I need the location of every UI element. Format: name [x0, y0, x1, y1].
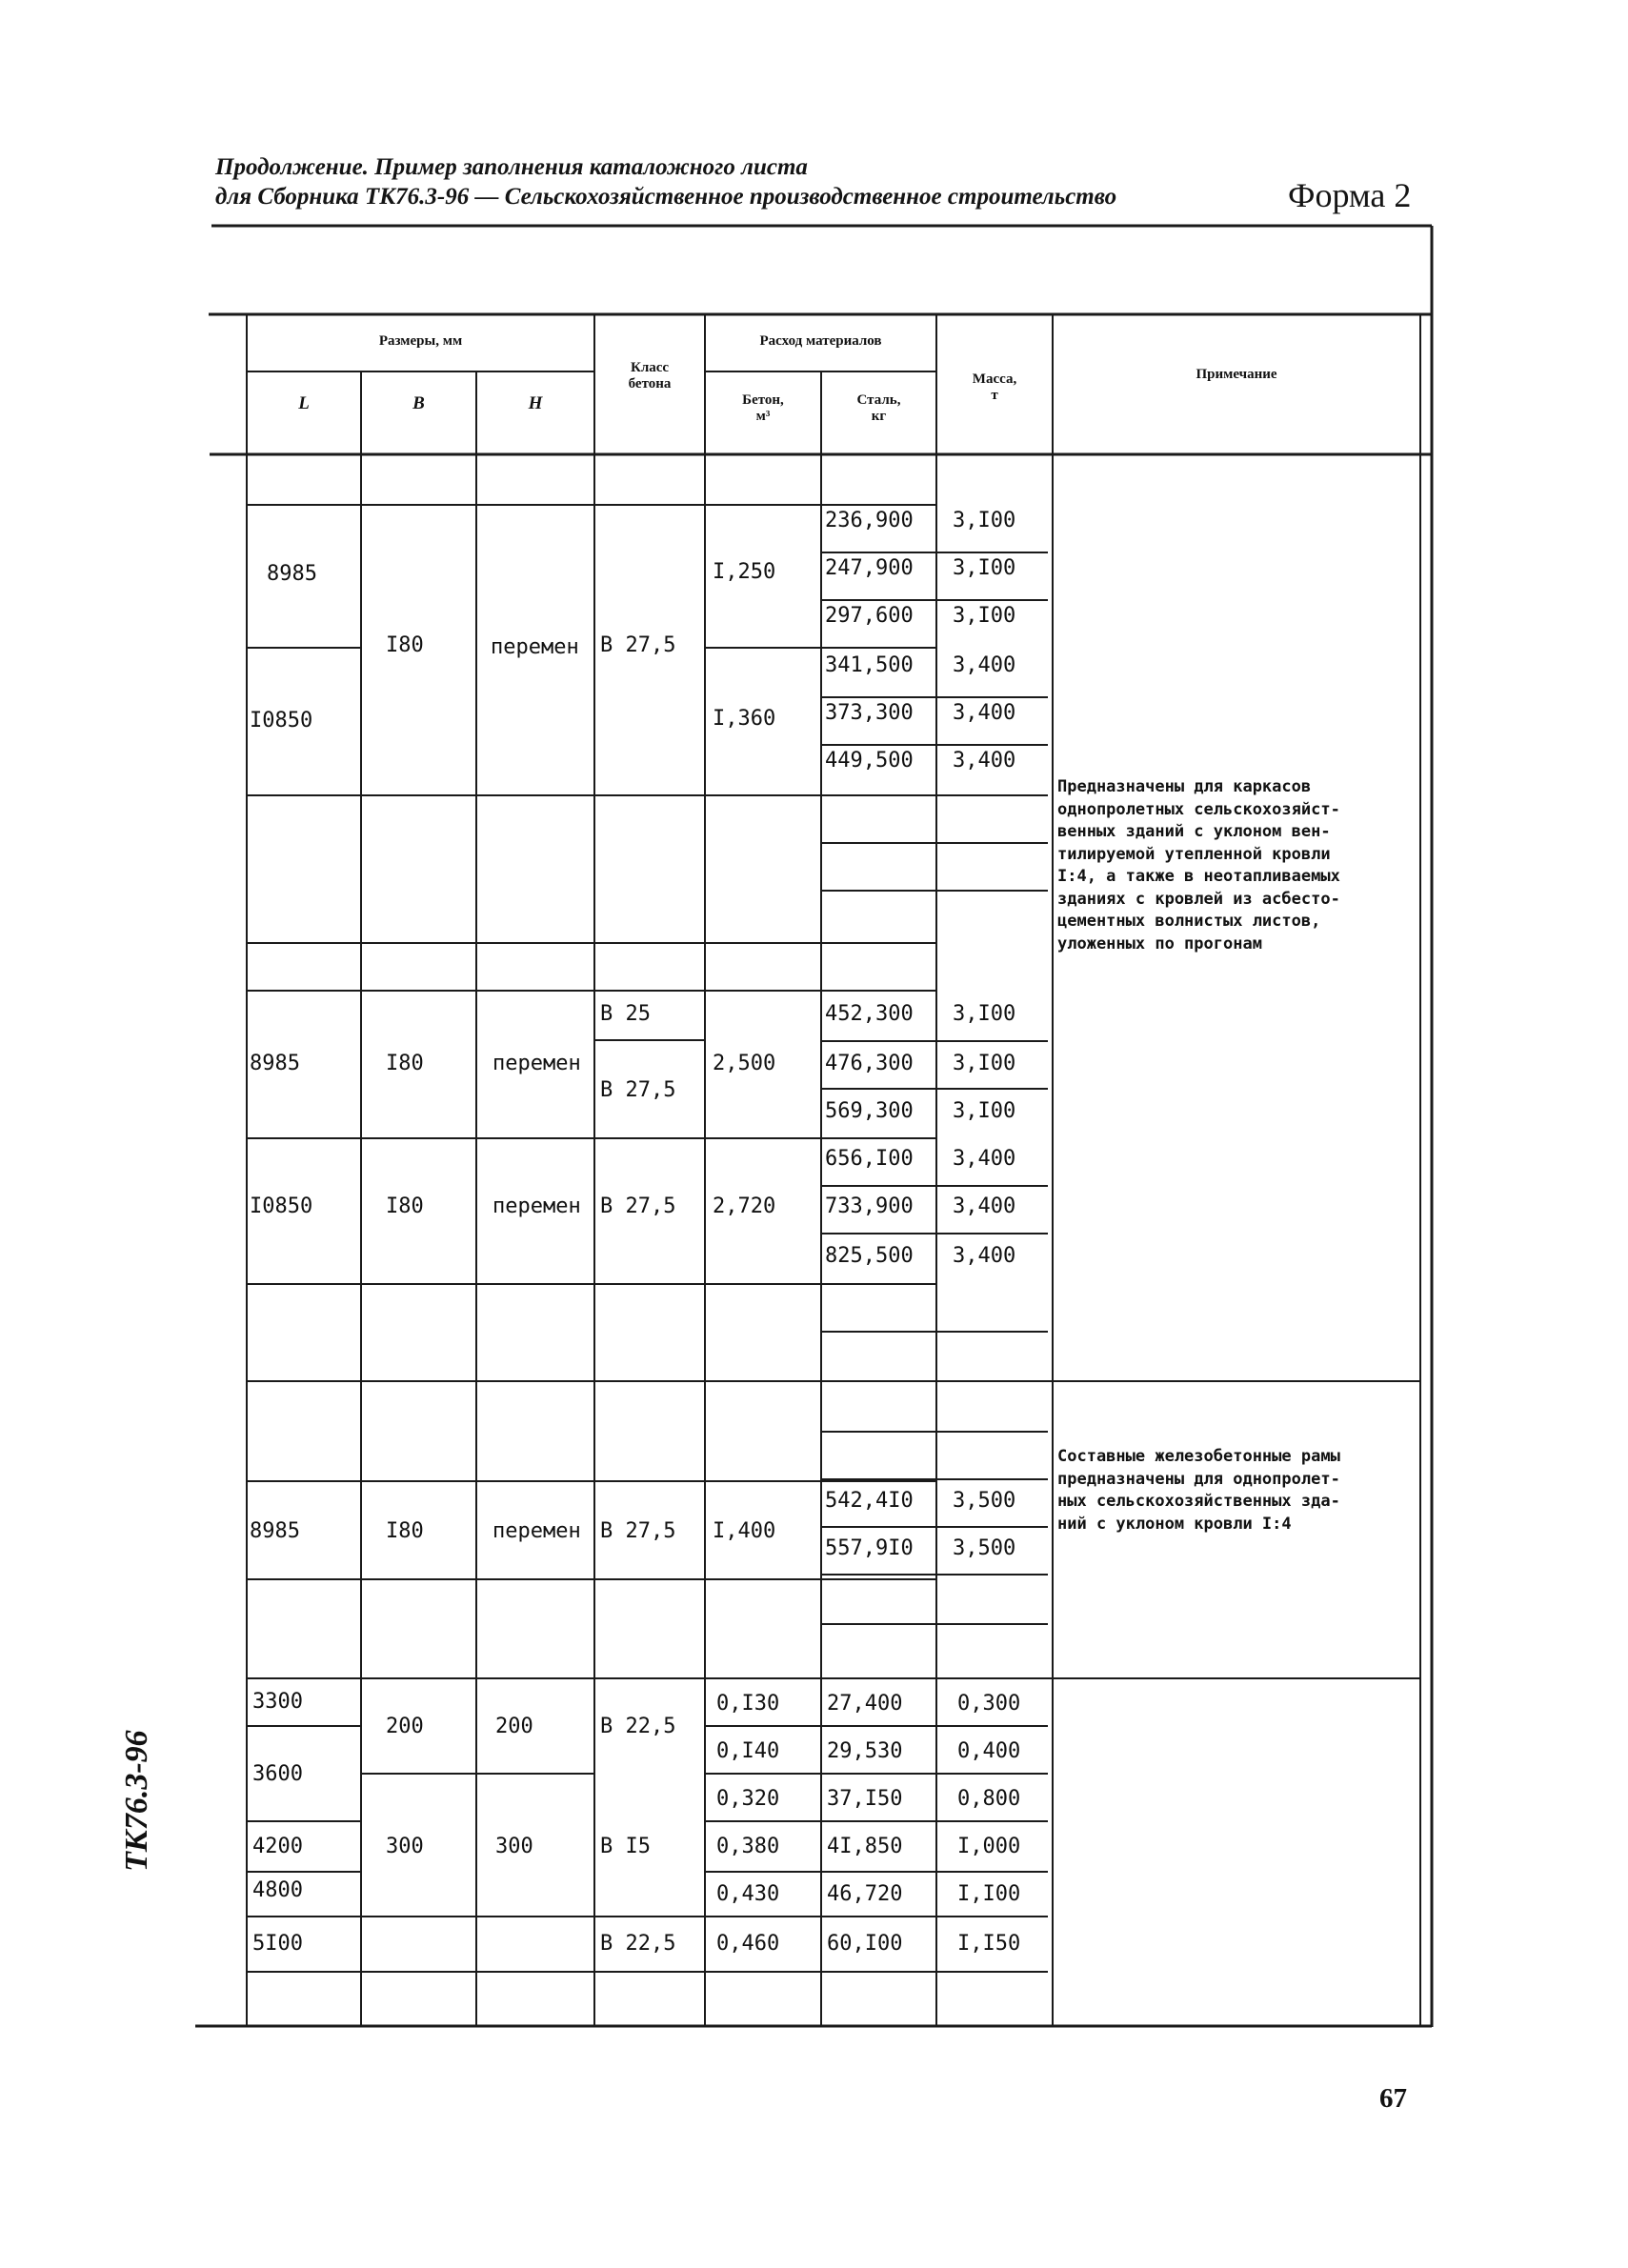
header-concrete-class	[594, 360, 705, 392]
cell-concrete-volume: 0,380	[716, 1835, 780, 1858]
cell-concrete-class: В 25	[600, 1002, 651, 1026]
cell-mass: 3,400	[953, 653, 1016, 677]
cell-mass: 3,500	[953, 1489, 1016, 1513]
cell-L: 3300	[252, 1690, 303, 1714]
header-dimensions: Размеры, мм	[378, 333, 463, 349]
cell-concrete-volume: 2,720	[713, 1194, 776, 1218]
cell-L: 4800	[252, 1878, 303, 1902]
cell-concrete-volume: 0,I40	[716, 1739, 780, 1763]
cell-mass: 3,I00	[953, 1052, 1016, 1075]
cell-concrete-class: В 22,5	[600, 1932, 676, 1956]
cell-steel: 733,900	[825, 1194, 914, 1218]
cell-steel: 449,500	[825, 749, 914, 773]
cell-mass: 3,I00	[953, 1099, 1016, 1123]
cell-mass: 3,400	[953, 749, 1016, 773]
header-mass	[936, 371, 1053, 404]
cell-mass: 3,I00	[953, 604, 1016, 628]
cell-steel: 341,500	[825, 653, 914, 677]
cell-mass: I,I50	[957, 1932, 1021, 1956]
header-mass-line1: Масса,	[972, 371, 1017, 387]
header-L: L	[298, 393, 310, 413]
cell-B: 200	[386, 1715, 424, 1738]
cell-steel: 557,9I0	[825, 1536, 914, 1560]
cell-concrete-class: В I5	[600, 1835, 651, 1858]
header-steel-line1: Сталь,	[856, 392, 901, 408]
note-composite-frames: Составные железобетонные рамы предназначены для однопролет- ных сельскохозяйственных зда- ний с уклоном кровли I:4	[1057, 1447, 1340, 1534]
header-note: Примечание	[1196, 367, 1277, 382]
cell-steel: 247,900	[825, 556, 914, 580]
header-line-2: для Сборника ТК76.3-96 — Сельскохозяйственное производственное строительство	[215, 184, 1117, 210]
cell-mass: 3,400	[953, 1147, 1016, 1171]
cell-B: I80	[386, 1194, 424, 1218]
cell-steel: 373,300	[825, 701, 914, 725]
header-concrete	[705, 392, 821, 425]
header-line-1: Продолжение. Пример заполнения каталожного листа	[215, 154, 808, 180]
cell-B: 300	[386, 1835, 424, 1858]
header-B: B	[412, 393, 425, 413]
cell-mass: 3,400	[953, 1244, 1016, 1268]
cell-L: 8985	[250, 1052, 300, 1075]
cell-mass: 0,800	[957, 1787, 1021, 1811]
cell-L: I0850	[250, 709, 313, 733]
cell-B: I80	[386, 1052, 424, 1075]
cell-L: I0850	[250, 1194, 313, 1218]
note-frames: Предназначены для каркасов однопролетных сельскохозяйст- венных зданий с уклоном вен- тилируемой утепленной кровли I:4, а также в неотапливаемых зданиях с кровлей из асбесто- цементных волнистых листов, уложенных по прогонам	[1057, 777, 1340, 953]
page-number: 67	[1379, 2083, 1407, 2114]
cell-concrete-class: В 27,5	[600, 1194, 676, 1218]
cell-steel: 825,500	[825, 1244, 914, 1268]
cell-steel: 656,I00	[825, 1147, 914, 1171]
cell-steel: 46,720	[827, 1882, 903, 1906]
header-mass-line2: т	[991, 388, 998, 403]
cell-H: 300	[495, 1835, 533, 1858]
cell-mass: 3,400	[953, 1194, 1016, 1218]
cell-steel: 236,900	[825, 509, 914, 532]
cell-L: 5I00	[252, 1932, 303, 1956]
cell-concrete-volume: 0,I30	[716, 1692, 780, 1716]
cell-mass: 3,I00	[953, 1002, 1016, 1026]
cell-concrete-volume: I,250	[713, 560, 776, 584]
cell-steel: 37,I50	[827, 1787, 903, 1811]
header-concrete-class-line1: Класс	[630, 360, 670, 375]
cell-steel: 4I,850	[827, 1835, 903, 1858]
cell-steel: 29,530	[827, 1739, 903, 1763]
cell-mass: I,000	[957, 1835, 1021, 1858]
cell-concrete-volume: 0,460	[716, 1932, 780, 1956]
header-steel-line2: кг	[871, 409, 887, 424]
header-concrete-line2: м³	[755, 409, 771, 424]
cell-steel: 297,600	[825, 604, 914, 628]
cell-L: 4200	[252, 1835, 303, 1858]
cell-steel: 27,400	[827, 1692, 903, 1716]
cell-mass: 3,400	[953, 701, 1016, 725]
cell-concrete-class: В 22,5	[600, 1715, 676, 1738]
header-concrete-class-line2: бетона	[628, 376, 672, 391]
cell-concrete-volume: 2,500	[713, 1052, 776, 1075]
cell-mass: 3,500	[953, 1536, 1016, 1560]
cell-H: перемен	[492, 1052, 581, 1075]
header-H: H	[528, 393, 543, 413]
cell-concrete-volume: 0,430	[716, 1882, 780, 1906]
header-steel	[821, 392, 936, 425]
cell-steel: 60,I00	[827, 1932, 903, 1956]
side-document-code: ТК76.3-96	[119, 1730, 154, 1872]
cell-B: I80	[386, 1519, 424, 1543]
cell-steel: 476,300	[825, 1052, 914, 1075]
cell-concrete-volume: I,400	[713, 1519, 776, 1543]
cell-H: перемен	[492, 1519, 581, 1543]
cell-concrete-class: В 27,5	[600, 1078, 676, 1102]
cell-steel: 542,4I0	[825, 1489, 914, 1513]
cell-L: 3600	[252, 1762, 303, 1786]
form-label: Форма 2	[1288, 176, 1412, 214]
cell-mass: 3,I00	[953, 556, 1016, 580]
cell-mass: I,I00	[957, 1882, 1021, 1906]
cell-L: 8985	[250, 1519, 300, 1543]
cell-concrete-volume: I,360	[713, 707, 776, 731]
cell-concrete-class: В 27,5	[600, 633, 676, 657]
header-material-use: Расход материалов	[759, 333, 882, 349]
cell-B: I80	[386, 633, 424, 657]
cell-H: перемен	[491, 635, 579, 659]
cell-L: 8985	[267, 562, 317, 586]
cell-steel: 452,300	[825, 1002, 914, 1026]
cell-steel: 569,300	[825, 1099, 914, 1123]
cell-concrete-class: В 27,5	[600, 1519, 676, 1543]
cell-mass: 0,400	[957, 1739, 1021, 1763]
cell-H: 200	[495, 1715, 533, 1738]
cell-H: перемен	[492, 1194, 581, 1218]
cell-concrete-volume: 0,320	[716, 1787, 780, 1811]
cell-mass: 0,300	[957, 1692, 1021, 1716]
header-concrete-line1: Бетон,	[742, 392, 784, 408]
cell-mass: 3,I00	[953, 509, 1016, 532]
